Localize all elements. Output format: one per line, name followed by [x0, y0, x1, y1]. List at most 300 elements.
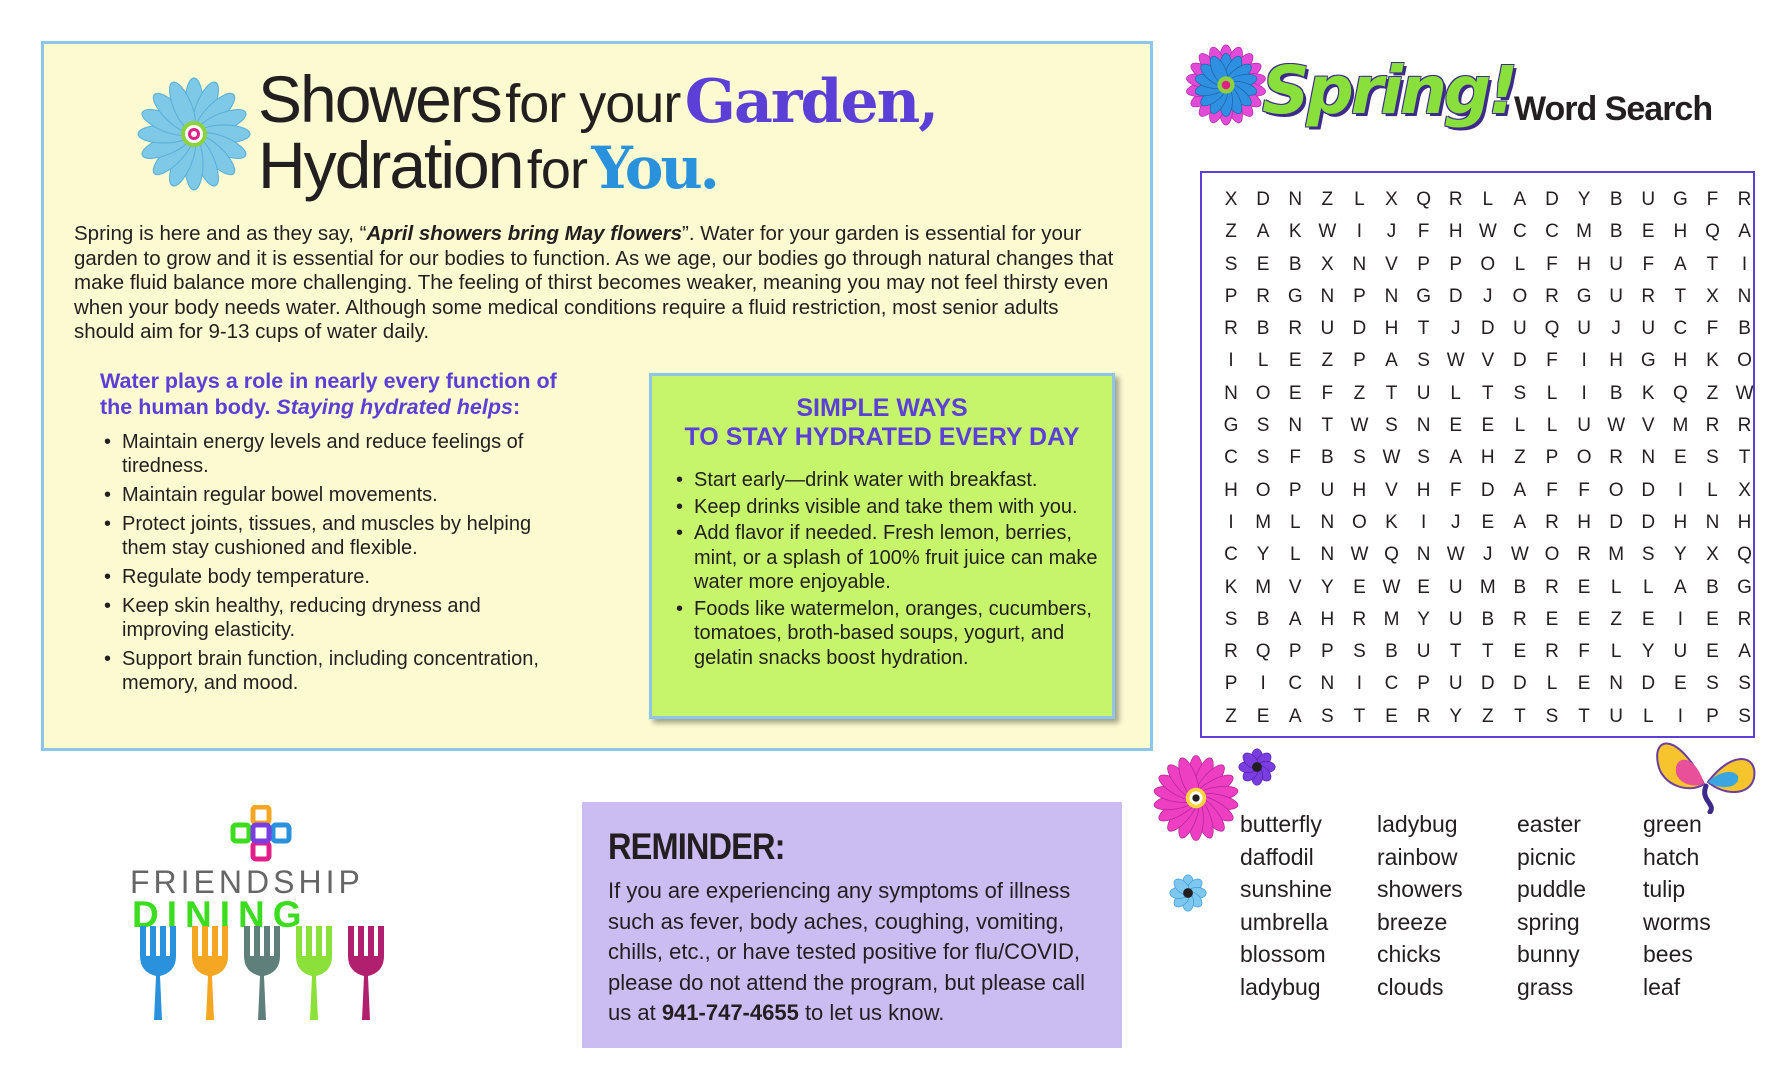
- list-item: spring: [1517, 908, 1580, 935]
- headline-line-1: [258, 62, 938, 137]
- grid-letter: O: [1352, 511, 1367, 533]
- headline-showers: Showers: [258, 62, 501, 136]
- grid-letter: L: [1610, 576, 1622, 598]
- grid-letter: I: [1677, 479, 1683, 501]
- list-item: daffodil: [1240, 843, 1314, 870]
- grid-letter: L: [1546, 673, 1558, 695]
- grid-letter: V: [1385, 479, 1398, 501]
- grid-letter: F: [1546, 253, 1558, 275]
- simple-ways-box: [649, 373, 1115, 719]
- grid-row: [1215, 249, 1761, 281]
- grid-letter: N: [1352, 253, 1367, 275]
- grid-letter: E: [1513, 641, 1527, 663]
- grid-letter: G: [1576, 285, 1592, 307]
- grid-letter: R: [1641, 285, 1656, 307]
- list-item: bunny: [1517, 941, 1580, 967]
- grid-letter: R: [1416, 705, 1431, 727]
- grid-letter: Z: [1321, 189, 1334, 210]
- grid-letter: I: [1260, 673, 1266, 695]
- grid-letter: S: [1320, 705, 1334, 727]
- list-item: rainbow: [1377, 843, 1458, 870]
- grid-letter: T: [1578, 705, 1590, 727]
- grid-letter: B: [1481, 608, 1495, 630]
- grid-letter: X: [1706, 285, 1719, 307]
- grid-letter: E: [1353, 576, 1366, 598]
- headline-line-2: [258, 128, 717, 202]
- grid-letter: F: [1417, 221, 1430, 243]
- grid-letter: P: [1449, 253, 1463, 275]
- grid-letter: A: [1288, 705, 1302, 727]
- grid-letter: L: [1546, 415, 1558, 437]
- grid-letter: A: [1288, 608, 1302, 630]
- grid-letter: A: [1256, 221, 1270, 243]
- grid-letter: S: [1706, 673, 1719, 695]
- blue-flower-icon: [134, 74, 254, 194]
- friendship-knot-icon: [229, 805, 295, 865]
- grid-letter: O: [1255, 479, 1271, 501]
- intro-text-start: Spring is here and as they say, “: [74, 222, 367, 245]
- grid-letter: T: [1514, 705, 1526, 727]
- grid-letter: T: [1738, 447, 1751, 469]
- grid-letter: O: [1544, 544, 1560, 566]
- grid-letter: N: [1384, 285, 1399, 307]
- grid-letter: L: [1707, 479, 1718, 501]
- reminder-text-end: to let us know.: [798, 1000, 945, 1025]
- grid-letter: M: [1383, 608, 1400, 630]
- grid-letter: S: [1224, 253, 1238, 275]
- list-item: hatch: [1643, 843, 1700, 870]
- grid-row: [1215, 572, 1761, 604]
- grid-letter: R: [1448, 189, 1463, 210]
- grid-letter: J: [1450, 318, 1461, 340]
- intro-quote: April showers bring May flowers: [366, 222, 683, 245]
- list-item: umbrella: [1240, 908, 1329, 935]
- word-list-column-1: [1240, 808, 1332, 1003]
- purple-flower-icon: [1236, 746, 1278, 788]
- grid-letter: M: [1479, 576, 1496, 598]
- grid-letter: S: [1738, 673, 1751, 695]
- grid-letter: K: [1288, 221, 1302, 243]
- roles-heading: [100, 368, 560, 420]
- grid-letter: U: [1609, 705, 1624, 727]
- grid-letter: E: [1481, 511, 1495, 533]
- list-item: grass: [1517, 973, 1574, 1000]
- grid-letter: H: [1384, 318, 1399, 340]
- grid-letter: A: [1513, 479, 1527, 501]
- grid-letter: D: [1480, 479, 1495, 501]
- grid-letter: X: [1385, 189, 1398, 210]
- grid-letter: Y: [1449, 705, 1463, 727]
- grid-letter: T: [1481, 382, 1494, 404]
- grid-letter: D: [1641, 511, 1656, 533]
- grid-letter: R: [1288, 318, 1303, 340]
- grid-letter: Z: [1321, 350, 1334, 372]
- grid-letter: P: [1288, 641, 1302, 663]
- grid-letter: Z: [1706, 382, 1719, 404]
- grid-letter: I: [1356, 673, 1363, 695]
- grid-letter: Z: [1225, 221, 1237, 243]
- roles-list: [100, 430, 570, 700]
- list-item: chicks: [1377, 941, 1441, 967]
- fork-icon: [192, 926, 228, 1020]
- headline-for-your: for your: [505, 74, 681, 134]
- grid-letter: E: [1577, 673, 1591, 695]
- grid-letter: O: [1480, 253, 1496, 275]
- grid-letter: V: [1385, 253, 1398, 275]
- grid-letter: P: [1417, 673, 1430, 695]
- grid-letter: N: [1320, 285, 1335, 307]
- grid-letter: U: [1609, 285, 1624, 307]
- grid-letter: J: [1483, 285, 1493, 307]
- grid-letter: G: [1640, 350, 1656, 372]
- roles-heading-emphasis: Staying hydrated helps: [276, 395, 513, 419]
- grid-letter: I: [1581, 350, 1587, 372]
- grid-letter: A: [1674, 576, 1687, 598]
- grid-letter: Q: [1672, 382, 1688, 404]
- grid-letter: N: [1416, 415, 1431, 437]
- grid-letter: N: [1320, 673, 1335, 695]
- hydration-article-panel: [41, 41, 1153, 751]
- fork-icon: [244, 926, 280, 1020]
- simple-ways-title-line-1: SIMPLE WAYS: [796, 394, 968, 422]
- grid-letter: U: [1448, 608, 1463, 630]
- grid-letter: T: [1674, 285, 1687, 307]
- list-item: • Keep skin healthy, reducing dryness and improving elasticity.: [100, 594, 570, 642]
- grid-letter: J: [1386, 221, 1397, 243]
- intro-paragraph: [74, 222, 1124, 345]
- grid-letter: E: [1256, 253, 1270, 275]
- grid-row: [1215, 184, 1761, 216]
- grid-letter: J: [1483, 544, 1493, 566]
- butterfly-icon: [1650, 724, 1760, 814]
- list-item: • Support brain function, including concentration, memory, and mood.: [100, 647, 570, 695]
- grid-letter: X: [1738, 479, 1751, 501]
- grid-letter: L: [1514, 415, 1526, 437]
- list-item: easter: [1517, 811, 1581, 837]
- grid-letter: E: [1288, 382, 1302, 404]
- grid-letter: D: [1641, 673, 1656, 695]
- list-item: ladybug: [1240, 973, 1321, 1000]
- grid-letter: D: [1480, 318, 1495, 340]
- grid-letter: E: [1288, 350, 1302, 372]
- word-search-grid: [1200, 171, 1755, 738]
- grid-letter: E: [1577, 608, 1591, 630]
- grid-letter: W: [1318, 221, 1337, 243]
- grid-row: [1215, 539, 1761, 571]
- grid-letter: L: [1610, 641, 1622, 663]
- grid-row: [1215, 281, 1761, 313]
- grid-letter: A: [1513, 511, 1527, 533]
- fork-icon: [140, 926, 176, 1020]
- grid-letter: U: [1448, 673, 1463, 695]
- grid-letter: D: [1545, 189, 1559, 210]
- grid-letter: Y: [1256, 544, 1270, 566]
- grid-letter: V: [1481, 350, 1495, 372]
- grid-letter: R: [1737, 415, 1752, 437]
- grid-letter: E: [1641, 221, 1655, 243]
- word-list-column-4: [1643, 808, 1711, 1003]
- grid-letter: Y: [1641, 641, 1655, 663]
- grid-letter: H: [1673, 511, 1688, 533]
- grid-letter: S: [1256, 415, 1270, 437]
- grid-letter: B: [1609, 221, 1623, 243]
- grid-letter: A: [1513, 189, 1527, 210]
- grid-letter: N: [1737, 285, 1752, 307]
- grid-letter: Q: [1544, 318, 1560, 340]
- grid-letter: J: [1450, 511, 1461, 533]
- grid-letter: L: [1257, 350, 1269, 372]
- reminder-text: [608, 876, 1108, 1029]
- grid-letter: R: [1545, 576, 1559, 598]
- grid-letter: U: [1673, 641, 1688, 663]
- list-item: picnic: [1517, 843, 1576, 870]
- grid-letter: V: [1288, 576, 1302, 598]
- grid-letter: Y: [1674, 544, 1687, 566]
- grid-letter: N: [1641, 447, 1656, 469]
- grid-letter: W: [1350, 544, 1369, 566]
- grid-letter: I: [1228, 350, 1234, 372]
- grid-letter: M: [1576, 221, 1592, 243]
- grid-letter: B: [1320, 447, 1334, 469]
- grid-letter: E: [1449, 415, 1463, 437]
- grid-letter: E: [1577, 576, 1591, 598]
- grid-letter: W: [1446, 350, 1465, 372]
- list-item: • Foods like watermelon, oranges, cucumbers, tomatoes, broth-based soups, yogurt, and gelatin snacks boost hydration.: [672, 597, 1102, 671]
- headline-garden: Garden,: [684, 67, 938, 137]
- grid-letter: H: [1737, 511, 1752, 533]
- grid-letter: U: [1641, 189, 1656, 210]
- grid-letter: B: [1706, 576, 1719, 598]
- list-item: sunshine: [1240, 876, 1333, 902]
- grid-letter: V: [1641, 415, 1655, 437]
- roles-heading-text: Water plays a role in nearly every function of the human body.: [100, 369, 557, 419]
- grid-letter: U: [1448, 576, 1463, 598]
- grid-letter: Y: [1577, 189, 1591, 210]
- grid-letter: T: [1417, 318, 1430, 340]
- grid-letter: T: [1385, 382, 1398, 404]
- grid-letter: H: [1224, 479, 1238, 501]
- fork-icon: [348, 926, 384, 1020]
- grid-row: [1215, 378, 1761, 410]
- grid-row: [1215, 313, 1761, 345]
- word-search-subtitle: Word Search: [1514, 90, 1713, 128]
- word-list-column-3: [1517, 808, 1586, 1003]
- grid-letter: E: [1545, 608, 1559, 630]
- grid-letter: U: [1641, 318, 1656, 340]
- grid-letter: M: [1672, 415, 1689, 437]
- reminder-phone: 941-747-4655: [661, 1000, 799, 1025]
- grid-letter: F: [1706, 189, 1719, 210]
- grid-row: [1215, 668, 1761, 700]
- grid-letter: J: [1611, 318, 1621, 340]
- grid-letter: B: [1256, 318, 1270, 340]
- grid-letter: R: [1609, 447, 1624, 469]
- logo-friendship-text: FRIENDSHIP: [130, 864, 364, 900]
- grid-letter: G: [1737, 576, 1752, 598]
- grid-letter: L: [1289, 511, 1301, 533]
- list-item: showers: [1377, 876, 1463, 902]
- grid-letter: Z: [1610, 608, 1622, 630]
- grid-letter: P: [1353, 350, 1366, 372]
- grid-letter: E: [1706, 608, 1719, 630]
- grid-letter: P: [1706, 705, 1719, 727]
- grid-letter: T: [1481, 641, 1494, 663]
- grid-letter: Y: [1320, 576, 1334, 598]
- grid-letter: D: [1641, 479, 1656, 501]
- grid-letter: H: [1577, 253, 1591, 275]
- grid-row: [1215, 216, 1761, 248]
- grid-letter: Z: [1353, 382, 1366, 404]
- list-item: butterfly: [1240, 811, 1322, 837]
- grid-letter: B: [1513, 576, 1527, 598]
- grid-letter: C: [1513, 221, 1527, 243]
- list-item: breeze: [1377, 908, 1448, 935]
- grid-letter: Y: [1417, 608, 1430, 630]
- list-item: • Protect joints, tissues, and muscles by helping them stay cushioned and flexible.: [100, 512, 570, 560]
- list-item: • Regulate body temperature.: [100, 565, 570, 589]
- grid-letter: E: [1385, 705, 1398, 727]
- grid-letter: F: [1578, 479, 1590, 501]
- grid-letter: D: [1256, 189, 1270, 210]
- grid-letter: A: [1385, 350, 1398, 372]
- grid-letter: O: [1608, 479, 1624, 501]
- grid-letter: R: [1577, 544, 1591, 566]
- grid-letter: B: [1609, 189, 1623, 210]
- grid-letter: L: [1482, 189, 1494, 210]
- grid-letter: F: [1578, 641, 1590, 663]
- grid-row: [1215, 507, 1761, 539]
- grid-letter: U: [1416, 382, 1431, 404]
- grid-letter: W: [1478, 221, 1497, 243]
- grid-letter: Q: [1384, 544, 1399, 566]
- grid-letter: H: [1416, 479, 1431, 501]
- grid-letter: X: [1224, 189, 1238, 210]
- grid-letter: S: [1513, 382, 1527, 404]
- reminder-box: [582, 802, 1122, 1048]
- grid-letter: F: [1289, 447, 1302, 469]
- grid-letter: U: [1577, 415, 1591, 437]
- headline-for: for: [526, 140, 587, 200]
- grid-letter: P: [1224, 673, 1238, 695]
- grid-letter: M: [1608, 544, 1625, 566]
- fork-icon: [296, 926, 332, 1020]
- grid-letter: P: [1288, 479, 1302, 501]
- grid-letter: P: [1545, 447, 1559, 469]
- list-item: • Maintain energy levels and reduce feelings of tiredness.: [100, 430, 570, 478]
- grid-letter: R: [1545, 641, 1559, 663]
- fork-icon: [130, 926, 390, 1022]
- grid-letter: S: [1353, 447, 1366, 469]
- grid-row: [1215, 636, 1761, 668]
- headline-you: You.: [591, 134, 717, 202]
- grid-letter: U: [1577, 318, 1591, 340]
- grid-letter: D: [1352, 318, 1367, 340]
- grid-letter: I: [1677, 705, 1683, 727]
- grid-letter: W: [1382, 447, 1401, 469]
- grid-letter: I: [1228, 511, 1234, 533]
- grid-letter: S: [1353, 641, 1366, 663]
- grid-letter: R: [1352, 608, 1367, 630]
- grid-letter: W: [1735, 382, 1754, 404]
- grid-letter: I: [1356, 221, 1363, 243]
- grid-letter: N: [1224, 382, 1238, 404]
- grid-letter: D: [1609, 511, 1624, 533]
- grid-letter: O: [1255, 382, 1271, 404]
- grid-letter: U: [1416, 641, 1431, 663]
- list-item: tulip: [1643, 876, 1686, 902]
- grid-letter: S: [1738, 705, 1751, 727]
- grid-letter: T: [1449, 641, 1462, 663]
- list-item: ladybug: [1377, 811, 1458, 837]
- grid-letter: I: [1741, 253, 1748, 275]
- grid-letter: R: [1545, 285, 1559, 307]
- grid-letter: F: [1449, 479, 1462, 501]
- list-item: clouds: [1377, 973, 1444, 1000]
- grid-letter: O: [1737, 350, 1752, 372]
- list-item: green: [1643, 811, 1702, 837]
- grid-letter: L: [1642, 705, 1654, 727]
- grid-letter: C: [1384, 673, 1399, 695]
- list-item: leaf: [1643, 973, 1681, 1000]
- grid-letter: R: [1256, 285, 1270, 307]
- grid-letter: B: [1256, 608, 1270, 630]
- intro-text-end: ”. Water for your garden is essential for your garden to grow and it is essential for our bodies to function. As we age, our bodies go through natural changes that make fluid balance more challenging. The feeling of thirst becomes weaker, meaning you may not feel thirsty even when your body needs water. Although some medical conditions require a fluid restriction, most senior adults should aim for 9-13 cups of water daily.: [74, 222, 1114, 343]
- grid-letter: T: [1321, 415, 1334, 437]
- grid-letter: K: [1385, 511, 1398, 533]
- letter-grid: [1215, 184, 1761, 733]
- grid-letter: K: [1641, 382, 1655, 404]
- grid-letter: F: [1321, 382, 1334, 404]
- grid-letter: F: [1546, 479, 1558, 501]
- blue-flower-icon: [1167, 872, 1209, 914]
- grid-letter: B: [1288, 253, 1302, 275]
- grid-letter: L: [1514, 253, 1526, 275]
- grid-letter: K: [1224, 576, 1238, 598]
- grid-letter: P: [1320, 641, 1334, 663]
- grid-letter: Z: [1514, 447, 1526, 469]
- grid-letter: S: [1385, 415, 1398, 437]
- list-item: • Maintain regular bowel movements.: [100, 483, 570, 507]
- grid-letter: K: [1706, 350, 1719, 372]
- grid-letter: N: [1320, 511, 1335, 533]
- word-search-title: Spring!: [1262, 52, 1516, 129]
- grid-letter: W: [1607, 415, 1626, 437]
- grid-letter: N: [1288, 189, 1303, 210]
- grid-letter: H: [1352, 479, 1367, 501]
- grid-letter: I: [1677, 608, 1683, 630]
- grid-letter: A: [1674, 253, 1687, 275]
- grid-row: [1215, 345, 1761, 377]
- grid-letter: H: [1609, 350, 1624, 372]
- grid-letter: G: [1287, 285, 1303, 307]
- grid-letter: C: [1288, 673, 1303, 695]
- grid-letter: S: [1545, 705, 1559, 727]
- grid-letter: G: [1223, 415, 1239, 437]
- grid-letter: L: [1642, 576, 1654, 598]
- grid-row: [1215, 442, 1761, 474]
- grid-letter: W: [1382, 576, 1401, 598]
- grid-letter: E: [1674, 673, 1687, 695]
- grid-letter: E: [1256, 705, 1270, 727]
- grid-letter: C: [1224, 544, 1238, 566]
- word-list-column-2: [1377, 808, 1463, 1003]
- grid-letter: I: [1420, 511, 1427, 533]
- grid-letter: B: [1609, 382, 1623, 404]
- grid-letter: N: [1416, 544, 1431, 566]
- grid-letter: U: [1513, 318, 1527, 340]
- grid-letter: Q: [1416, 189, 1431, 210]
- grid-letter: L: [1450, 382, 1461, 404]
